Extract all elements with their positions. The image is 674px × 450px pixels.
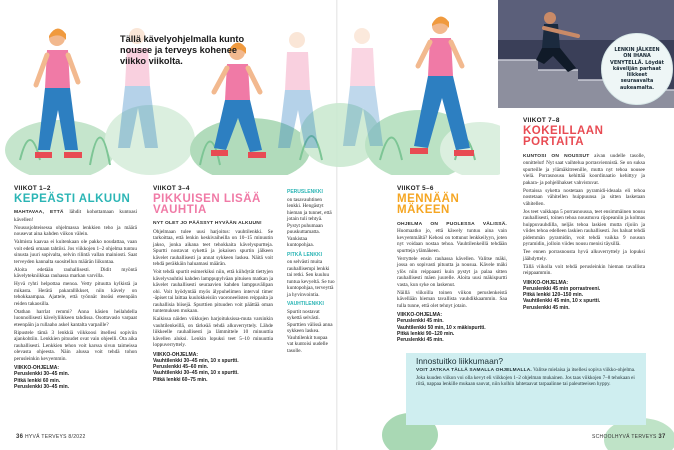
paragraph: Kaikissa näiden viikkojen harjoituksissa-muta varsinkin vauhtilenkeillä, on tärkeää tehdä alkuverryttely. Lähde liikkeelle rauhallisesti ja lämmittele 10 minuuttia kävellen aluksi. Lenkin lopuksi teet 5–10 minuuttia loppuverryttely. — [153, 316, 273, 348]
paragraph: Ripustele tämä 3 lenkkiä viikkoosi itsellesi sopiviin ajankohtiin. Lenkkien pituudet ovat vain ohjeelli. Ota aika rauhallisesti. Lenkkien tehon voit karssa sivun taimeissa olevasta ohjeesta. Näin alussa voit tehdä tohon perusleinkin kevyemmin. — [14, 329, 137, 362]
paragraph: Aloita edetään rauhallisesti. Didit myöntä kävelytekniikkaa rauhassa markan varvilla. — [14, 266, 137, 279]
week-label: VIIKOT 7–8 — [523, 117, 560, 124]
week-7-8-section — [523, 118, 645, 311]
paragraph: Hyvä ryhti helpottaa menoa. Vetty pituutta kylkistä ja mikasta. Herätä pakarallikkset, niin kävely on tehokkaampaa. Ajattele, että työnnät itseäsi eteenpäin reiden takaosilla. — [14, 281, 137, 307]
paragraph: OHJELMA ON PUOLESSA VÄLISSÄ. Huomaatko jo, että käwely tuntuu aina vain kevyemmältä? Kehosi on tottunut lenkkeilyyn, joten nyt voidaan nostaa tehoa. Vauhtilenkeillä tehdään spurtteja ylämäkeen. — [397, 221, 507, 254]
week-1-2-section — [14, 186, 137, 390]
info-box-text: VOIT JATKAA TÄLLÄ SAMALLA OHJELMALLA. Valitse mielaisa ja itsellesi sopiva viikko-ohjelma. Joka kuuden viikon voi olla kevyt eli viikkojen 1–2 ohjelman mukainen. Jos taas viikkojen 7–8 tehokaan ei riitä, nappaa lenkille mukaan sauvat, niin kolhin lahtetaavat tarpaalinne tai paleutteeisen hyppy. — [416, 367, 636, 388]
page-folio-right: SCHOOLHYVÄ TERVEYS 37 — [592, 434, 666, 440]
week-label: VIIKOT 3–4 — [153, 185, 190, 192]
week-title: KEPEÄSTI ALKUUN — [14, 192, 131, 205]
info-box-title: Innostuitko liikkumaan? — [416, 356, 504, 366]
sidebar-text: Spurtit nostavat sykettä selvästi. Spurttien välissä anna sykkeen laskea. Vauhtilenkit tuopaa vat kuntoisi uudelle tasolle. — [287, 308, 333, 354]
paragraph: Jos teet vaikkapa 5 porrasnousua, teet ensimmäinen nousu rauhallisesti, toinen tehoa nousmuva rijopeaniin ja kolmas huippuvauhdilla, neljäs tehoa laskien mutta rijoiin ja viides tehoa edelleen laskien rauhallisesti. Jos haluat tehdä pidemmän pyramidin, voit tehdä vaikka 9 nousun pyramidin, jolloin viides nousu menisi täysillä. — [523, 208, 645, 247]
lead-in: KUNTOSI ON NOUSSUT — [523, 153, 590, 159]
paragraph: KUNTOSI ON NOUSSUT aivan uudelle tasolle, onnittelut! Nyt saat vaihtelua porrasviennistä. Se on suksa spurteille ja ylämäkitreenille, mutta nyt tehoa nousee vielä. Porrasnousu kehittää koordinaatio kehittyy ja pakara- ja pohjelihakset vahvistuvat. — [523, 152, 646, 186]
sidebar-heading: PITKÄ LENKKI — [287, 251, 322, 258]
lenkki-types-sidebar — [287, 186, 335, 356]
sidebar-heading: VAUHTILENKKI — [287, 301, 324, 307]
photo-caption-bubble: LENKIN JÄLKEEN ON IHANA VENYTELLÄ. Löydät kävelijän parhaat liikkeet seuraavalta aukeamalta. — [601, 33, 673, 105]
week-title: PIKKUISEN LISÄÄ VAUHTIA — [153, 192, 261, 216]
paragraph: MAHTAVAA, ETTÄ lähdit kohottamaan kuntoasi kävellen! — [14, 209, 138, 223]
info-box — [406, 353, 646, 425]
week-5-6-section — [397, 186, 507, 343]
lead-in: MAHTAVAA, ETTÄ — [14, 210, 64, 215]
sidebar-text: on tasavauhtinen lenkki. Hengästyt hieman ja tunnet, että jotain tuli tehtyä. Pystyt puhumaan puuskuttamatta. Vankistaa kuntopohjaa. — [287, 196, 332, 248]
lead-in: OHJELMA ON PUOLESSA VÄLISSÄ. — [397, 221, 507, 227]
week-3-4-section — [153, 186, 273, 383]
week-program: VIIKKO-OHJELMA: Peruslenkki 45 min. Vauhtilenkki 50 min, 10 x mäkispurtti. Pitkä lenkki 90–120 min. Peruslenkki 45 min. — [397, 312, 486, 344]
lead-in: NYT OLET JO PÄÄSSYT HYVÄÄN ALKUUN! — [153, 220, 262, 226]
page-folio-left: 36 HYVÄ TERVEYS 8/2022 — [16, 434, 86, 440]
paragraph: Tee ennen porrasnousta hyvä alkuverryttely ja lopuksi jäähdyttely. — [523, 249, 645, 262]
paragraph: Voit tehdä spurtit esimerkiksi niin, että kiihdytät tiettyjen kävelyvauhtisi kahden lamppupylväan pituisen matkan ja kävelet rauhallisesti seuraavien kahden lamppuvälipan ohi. Voit hyödyntää myös älypuhelimen interval timer -äpiset tai laittaa kuulokkeisiin vaoroneelisten reippaita ja rauhallisia biisejä. Spurttien pituuden voit päättää oman tuntemuksen mukaan. — [153, 269, 273, 314]
paragraph: Portaissa syketta nostetaan pyramidi-ideaala eli tehoa nostetaan vähitellen huippuunsa ja sitten lasketaan vähitellen. — [523, 187, 645, 207]
week-title: KOKEILLAAN PORTAITA — [523, 124, 604, 148]
paragraph: Otathan harrlat remmi? Anna käsien heilahdella luonnollisesti kävelyliikkeen tahdissa. Osottavaslo varpaat eteenpäin ja rullaaho askel kantalta varpaille? — [14, 308, 137, 328]
walker-figure-4 — [278, 32, 318, 148]
paragraph: Verryttele ensin rauhassa kävellen. Valitse mäki, jossa on sopivasti pituutta ja nousua. Kävele mäki ylös niin reippaasti kuin pystyt ja palaa sitten rauhallisesti mäen juurelle. Aloita uusi mäkispurtti vasta, kun syke on laskenut. — [397, 255, 507, 288]
paragraph: Ohjelmaan tulee uusi harjoitus: vauhtilenkki. Se tarkoittaa, että lenkin keskivaiheilla on 10–15 minuutin jakso, jonka aikana teet tehokkaita kävelyspurtteja. Spurtti nostavat sykettä ja jokaisen spurtin jälkeen kävelet rauhallisesti ja annat sykkeen laskea. Näitä voit tehdä peräkkäin haluamasi määrän. — [153, 228, 273, 267]
week-label: VIIKOT 1–2 — [14, 185, 51, 192]
week-program: VIIKKO-OHJELMA: Peruslenkki 45 min porrastreeni. Pitkä lenkki 120–150 min. Vauhtilenkki 45 min, 10 x spurtti. Peruslenkki 45 min. — [523, 279, 601, 311]
paragraph: Näillä viikoilla toinen viikon peruslenkeistä kävellään hieman tavallista vauhdikkaammin. Saa tulla tunne, että olet tehnyt jotain. — [397, 289, 507, 309]
week-label: VIIKOT 5–6 — [397, 185, 434, 192]
sidebar-text: on selvästi muita rauhallisempi lenkki tai retki. Sen kuuluu tuntua kevyeltä. Se tuo kuntopohjaa, terveyttä ja hyvinvointia. — [287, 259, 335, 298]
sidebar-heading: PERUSLENKKI — [287, 189, 323, 195]
paragraph: Noususjohteisessa ohjelmassa lenkkien teho ja määrä nousevat aina kahden viikon välein. — [14, 224, 137, 237]
paragraph: Tällä viikolla voit tehdä perusleinkin hieman tavallista reippaammin. — [523, 263, 645, 276]
walking-illustration — [0, 0, 500, 175]
week-program: VIIKKO-OHJELMA: Peruslenkki 30–45 min. Pitkä lenkki 60 min. Peruslenkki 30–45 min. — [14, 365, 70, 390]
paragraph: Valmista kaavaa ei kuitenkaan ole pakko noudattaa, vaan voit edetä omaan tahtiisi. Jos viikkojen 1–2 ohjelma tuntuu sinusta juuri sopivalta, selvin rilintä vallan mainiosti. Saat terveyden kannalta suositellun määrän liikuntaa. — [14, 239, 137, 265]
headline: Tällä kävelyohjelmalla kunto nousee ja terveys kohenee viikko viikolta. — [120, 34, 245, 66]
week-title: MENNÄÄN MÄKEEN — [397, 192, 460, 216]
week-program: VIIKKO-OHJELMA: Vauhtilenkki 30–45 min, 10 x spurtti. Peruslenkki 45–60 min. Vauhtilenkki 30–45 min, 10 x spurtti. Pitkä lenkki 60–75 min. — [153, 351, 239, 383]
